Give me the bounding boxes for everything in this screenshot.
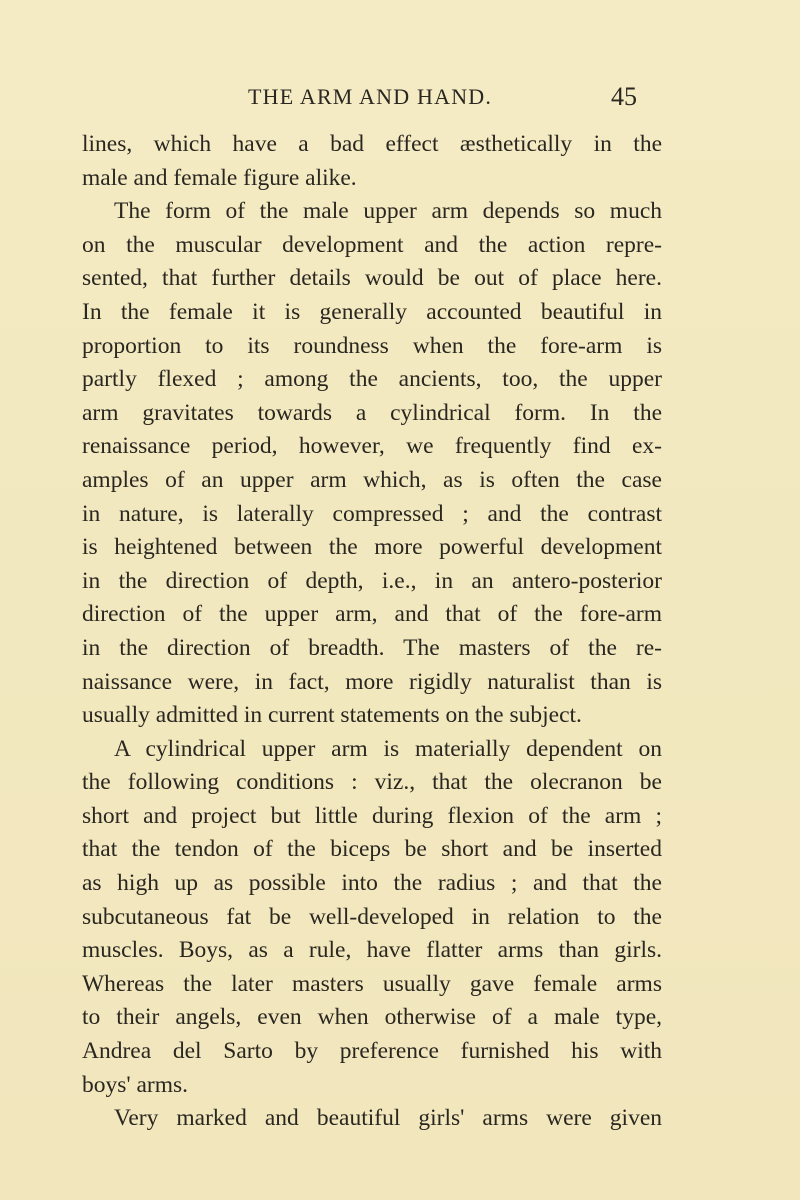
text-line: renaissance period, however, we frequently find ex- [82,433,662,460]
text-line: in the direction of depth, i.e., in an antero-posterior [82,567,662,594]
text-line: partly flexed ; among the ancients, too, the upper [82,366,662,393]
text-line: Very marked and beautiful girls' arms were given [114,1105,662,1132]
text-line: short and project but little during flexion of the arm ; [82,802,662,829]
page-number: 45 [611,82,637,111]
page-header [0,84,800,116]
text-line: in nature, is laterally compressed ; and the contrast [82,500,662,527]
text-line: naissance were, in fact, more rigidly naturalist than is [82,668,662,695]
text-line: lines, which have a bad effect æsthetically in the [82,131,662,157]
text-line: In the female it is generally accounted beautiful in [82,298,662,325]
text-line: the following conditions : viz., that the olecranon be [82,769,662,796]
text-line: The form of the male upper arm depends so much [114,198,662,225]
text-line: on the muscular development and the action repre- [82,231,662,258]
running-head: THE ARM AND HAND. [248,84,493,109]
text-line: male and female figure alike. [82,164,357,191]
text-line: A cylindrical upper arm is materially dependent on [114,735,662,762]
text-line: subcutaneous fat be well-developed in relation to the [82,903,662,930]
text-line: direction of the upper arm, and that of the fore-arm [82,601,662,628]
body-text [82,128,662,1136]
text-line: proportion to its roundness when the fore-arm is [82,332,662,359]
text-line: that the tendon of the biceps be short and be inserted [82,836,662,863]
text-line: Andrea del Sarto by preference furnished his with [82,1038,662,1065]
text-line: sented, that further details would be out of place here. [82,265,662,292]
text-line: boys' arms. [82,1071,189,1098]
text-line: to their angels, even when otherwise of a male type, [82,1004,662,1031]
text-line: arm gravitates towards a cylindrical form. In the [82,399,662,426]
text-line: as high up as possible into the radius ; and that the [82,870,662,897]
text-line: in the direction of breadth. The masters of the re- [82,634,662,661]
text-line: is heightened between the more powerful development [82,534,662,561]
text-line: Whereas the later masters usually gave female arms [82,970,662,997]
text-line: amples of an upper arm which, as is often the case [82,466,662,493]
text-line: muscles. Boys, as a rule, have flatter arms than girls. [82,937,662,964]
text-line: usually admitted in current statements on the subject. [82,702,582,729]
